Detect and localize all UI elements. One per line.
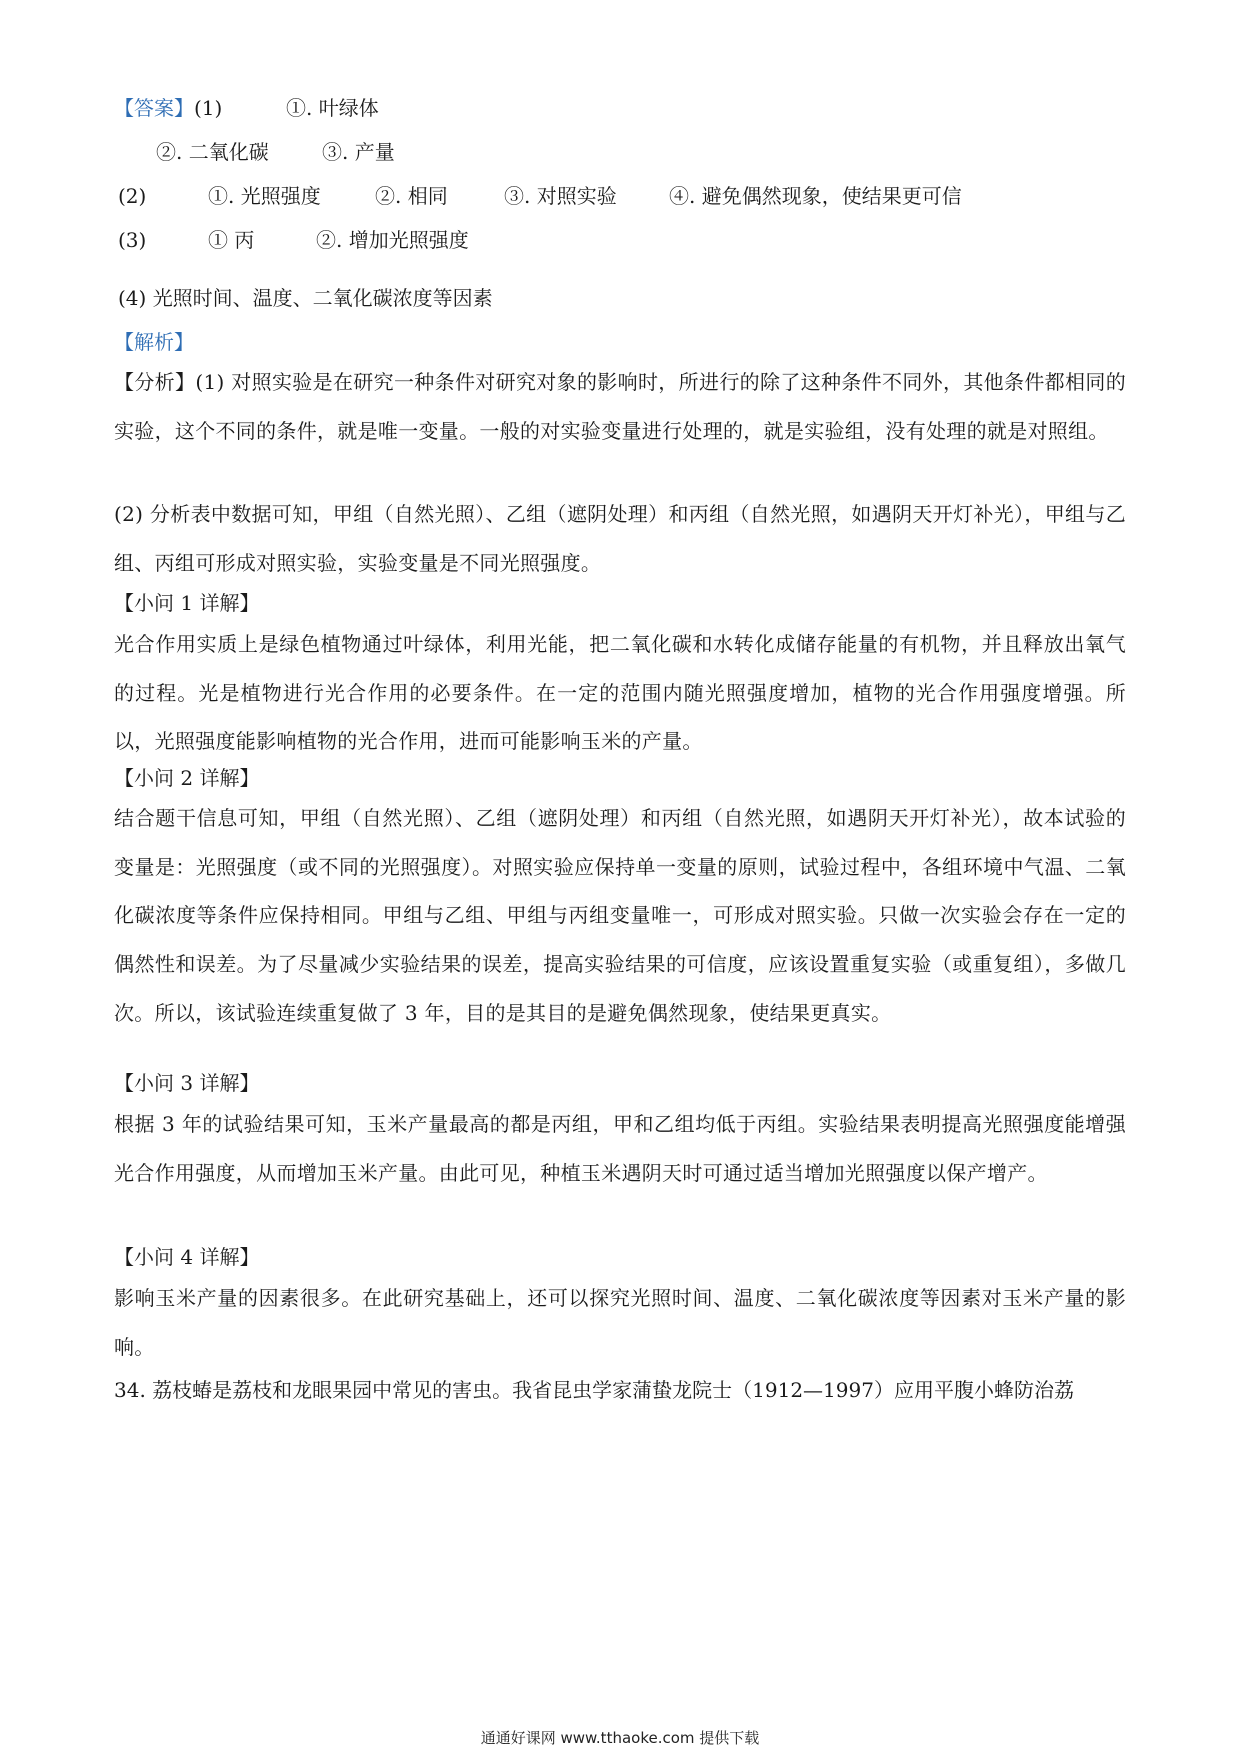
q4-answer: (4) 光照时间、温度、二氧化碳浓度等因素 xyxy=(118,286,493,310)
q1-answer-1: ①. 叶绿体 xyxy=(286,96,379,120)
detail-4-heading: 【小问 4 详解】 xyxy=(114,1245,260,1269)
q1-answer-3: ③. 产量 xyxy=(322,140,395,164)
q2-answer-3: ③. 对照实验 xyxy=(504,184,617,208)
q2-answer-4: ④. 避免偶然现象，使结果更可信 xyxy=(669,184,962,208)
detail-1-text: 光合作用实质上是绿色植物通过叶绿体，利用光能，把二氧化碳和水转化成储存能量的有机物，并且释放出氧气的过程。光是植物进行光合作用的必要条件。在一定的范围内随光照强度增加，植物的光合作用强度增强。所以，光照强度能影响植物的光合作用，进而可能影响玉米的产量。 xyxy=(114,632,1126,754)
detail-3-heading: 【小问 3 详解】 xyxy=(114,1071,260,1095)
q2-number: (2) xyxy=(118,184,147,208)
answer-label: 【答案】 xyxy=(114,96,194,120)
detail-1-heading: 【小问 1 详解】 xyxy=(114,591,260,615)
fenxi-label: 【分析】 xyxy=(114,370,196,394)
detail-4-text: 影响玉米产量的因素很多。在此研究基础上，还可以探究光照时间、温度、二氧化碳浓度等因素对玉米产量的影响。 xyxy=(114,1286,1126,1359)
analysis-label: 【解析】 xyxy=(114,330,194,354)
q1-number: (1) xyxy=(194,96,223,120)
q3-number: (3) xyxy=(118,228,147,252)
q3-answer-1: ① 丙 xyxy=(208,228,255,252)
q3-answer-2: ②. 增加光照强度 xyxy=(316,228,469,252)
detail-3-text: 根据 3 年的试验结果可知，玉米产量最高的都是丙组，甲和乙组均低于丙组。实验结果表明提高光照强度能增强光合作用强度，从而增加玉米产量。由此可见，种植玉米遇阴天时可通过适当增加光照强度以保产增产。 xyxy=(114,1112,1126,1185)
question-34: 34. 荔枝蝽是荔枝和龙眼果园中常见的害虫。我省昆虫学家蒲蛰龙院士（1912—1997）应用平腹小蜂防治荔 xyxy=(114,1378,1074,1402)
q2-answer-2: ②. 相同 xyxy=(375,184,448,208)
fenxi-text: (1) 对照实验是在研究一种条件对研究对象的影响时，所进行的除了这种条件不同外，其他条件都相同的实验，这个不同的条件，就是唯一变量。一般的对实验变量进行处理的，就是实验组，没有处理的就是对照组。 xyxy=(114,370,1126,443)
analysis-paragraph-2: (2) 分析表中数据可知，甲组（自然光照）、乙组（遮阴处理）和丙组（自然光照，如遇阴天开灯补光），甲组与乙组、丙组可形成对照实验，实验变量是不同光照强度。 xyxy=(114,502,1126,575)
q1-answer-2: ②. 二氧化碳 xyxy=(156,140,269,164)
detail-2-heading: 【小问 2 详解】 xyxy=(114,766,260,790)
detail-2-text: 结合题干信息可知，甲组（自然光照）、乙组（遮阴处理）和丙组（自然光照，如遇阴天开灯补光），故本试验的变量是：光照强度（或不同的光照强度）。对照实验应保持单一变量的原则，试验过程中，各组环境中气温、二氧化碳浓度等条件应保持相同。甲组与乙组、甲组与丙组变量唯一，可形成对照实验。只做一次实验会存在一定的偶然性和误差。为了尽量减少实验结果的误差，提高实验结果的可信度，应该设置重复实验（或重复组），多做几次。所以，该试验连续重复做了 3 年，目的是其目的是避免偶然现象，使结果更真实。 xyxy=(114,806,1126,1025)
answer-line-1 xyxy=(114,94,222,122)
page-footer: 通通好课网 www.tthaoke.com 提供下载 xyxy=(480,1729,760,1747)
q2-answer-1: ①. 光照强度 xyxy=(208,184,321,208)
analysis-paragraph-1 xyxy=(114,358,1126,455)
